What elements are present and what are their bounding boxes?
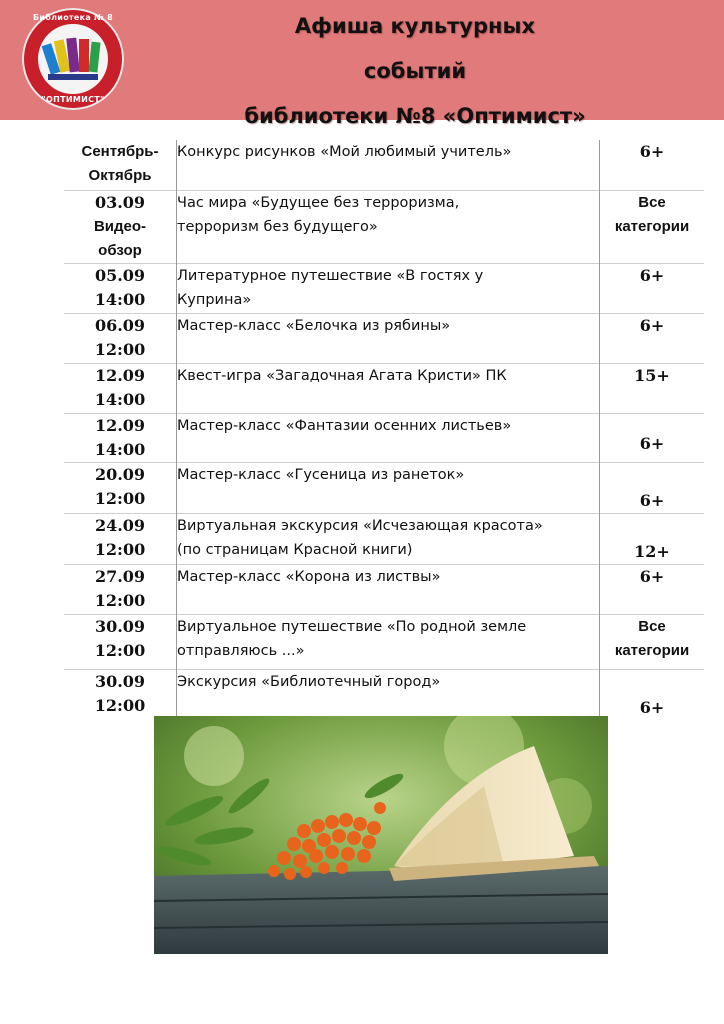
table-row [64,363,704,413]
event-title: Виртуальное путешествие «По родной земле отправляюсь ...» [177,614,600,669]
event-age: 12+ [634,541,670,561]
library-logo [22,8,124,110]
event-date: 24.09 12:00 [64,513,177,564]
table-row [64,614,704,669]
book-rowan-photo [154,716,608,954]
page-title [170,4,660,139]
event-title: Мастер-класс «Гусеница из ранеток» [177,462,600,513]
photo-illustration [154,716,608,954]
books-icon [40,30,106,88]
event-age: 6+ [639,315,665,335]
logo-top-text: Библиотека № 8 [32,13,114,22]
event-title: Мастер-класс «Белочка из рябины» [177,313,600,363]
event-age: 15+ [634,365,670,385]
event-date: 12.09 14:00 [64,413,177,462]
table-row [64,313,704,363]
table-row [64,564,704,614]
table-row [64,140,704,190]
event-title: Экскурсия «Библиотечный город» [177,669,600,720]
header-banner [0,0,724,128]
event-title: Мастер-класс «Фантазии осенних листьев» [177,413,600,462]
event-age: 6+ [639,265,665,285]
event-date: 30.09 12:00 [64,669,177,720]
table-row [64,190,704,263]
event-date: Сентябрь- Октябрь [64,140,177,190]
event-title: Конкурс рисунков «Мой любимый учитель» [177,140,600,190]
event-title: Квест-игра «Загадочная Агата Кристи» ПК [177,363,600,413]
event-age: Все категории [614,193,690,235]
table-row [64,413,704,462]
event-date: 27.09 12:00 [64,564,177,614]
table-row [64,462,704,513]
event-age: Все категории [614,617,690,659]
event-date: 12.09 14:00 [64,363,177,413]
events-table [64,140,704,720]
event-age: 6+ [639,697,665,717]
title-line-3: библиотеки №8 «Оптимист» [244,104,586,128]
event-title: Час мира «Будущее без терроризма, терроризм без будущего» [177,190,600,263]
event-title: Мастер-класс «Корона из листвы» [177,564,600,614]
event-date: 03.09 Видео- обзор [64,190,177,263]
event-age: 6+ [639,142,665,161]
event-date: 20.09 12:00 [64,462,177,513]
table-row [64,263,704,313]
event-date: 06.09 12:00 [64,313,177,363]
event-title: Литературное путешествие «В гостях у Куприна» [177,263,600,313]
table-row [64,669,704,720]
event-date: 05.09 14:00 [64,263,177,313]
event-age: 6+ [639,433,665,453]
event-age: 6+ [639,490,665,510]
table-row [64,513,704,564]
event-date: 30.09 12:00 [64,614,177,669]
logo-bottom-text: "ОПТИМИСТ" [41,95,105,104]
event-title: Виртуальная экскурсия «Исчезающая красота» (по страницам Красной книги) [177,513,600,564]
title-line-2: событий [363,59,467,83]
event-age: 6+ [639,566,665,586]
title-line-1: Афиша культурных [294,14,536,38]
